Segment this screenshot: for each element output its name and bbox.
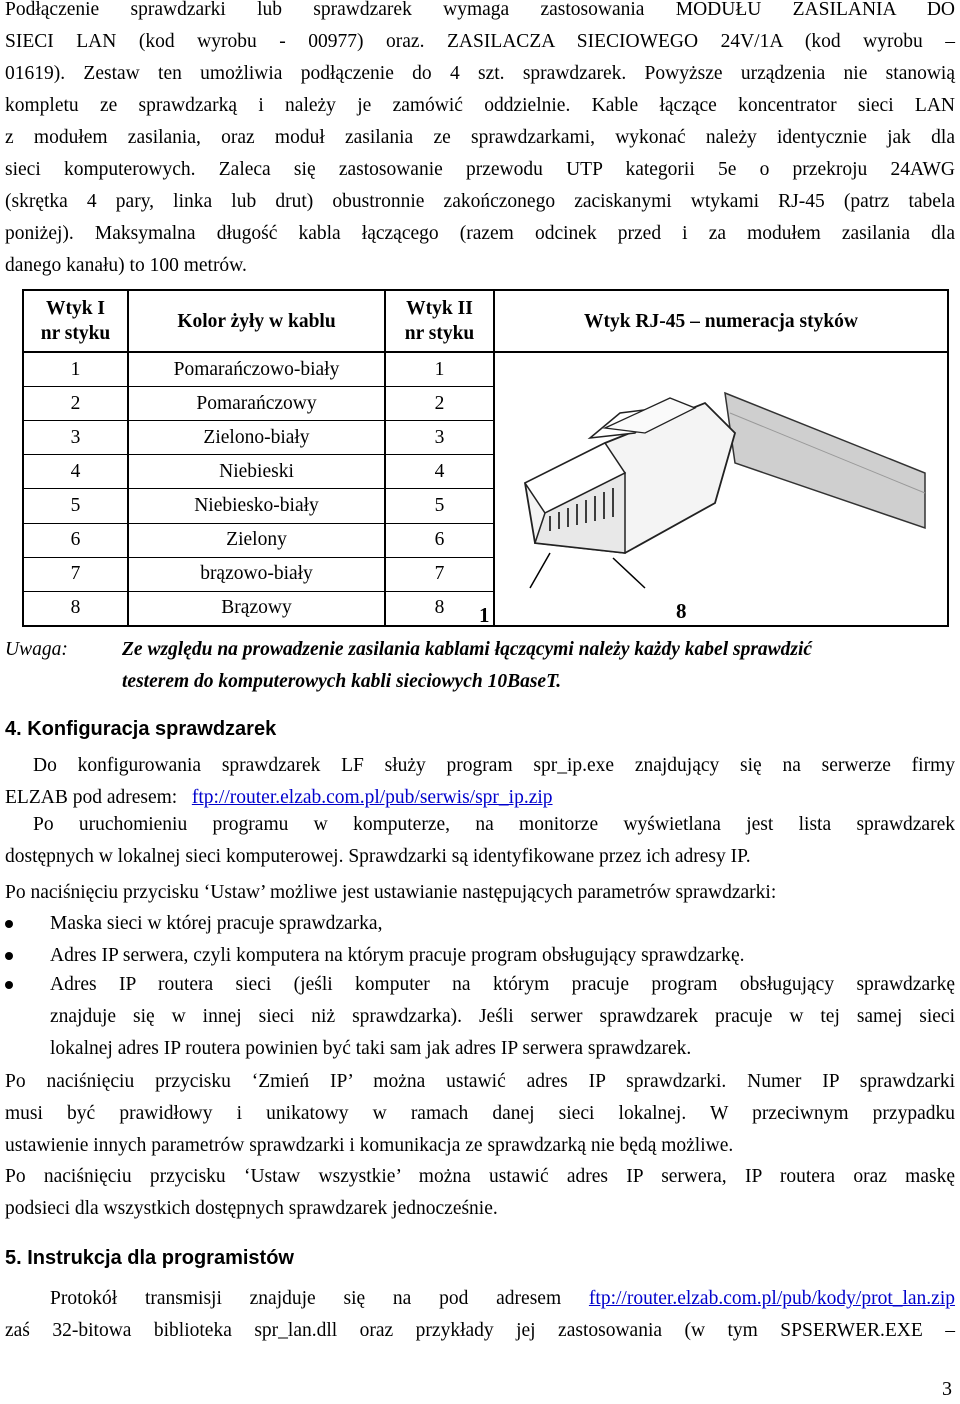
- wire-color: Brązowy: [128, 591, 385, 626]
- section-4-paragraph-1: [5, 750, 955, 814]
- wire-color: Pomarańczowo-biały: [128, 352, 385, 387]
- pin-1-label: 1: [479, 603, 490, 627]
- header-text: Wtyk II: [406, 298, 473, 319]
- note-line: testerem do komputerowych kabli sieciowych 10BaseT.: [122, 671, 562, 692]
- text-line: Po uruchomieniu programu w komputerze, na monitorze wyświetlana jest lista sprawdzarek: [33, 814, 955, 835]
- text-line: musi być prawidłowy i unikatowy w ramach danej sieci lokalnej. W przeciwnym przypadku: [5, 1103, 955, 1124]
- text-line: lokalnej adres IP routera powinien być taki sam jak adres IP serwera sprawdzarek.: [50, 1038, 692, 1059]
- text-line: znajduje się w innej sieci niż sprawdzarka). Jeśli serwer sprawdzarek pracuje w tej samej sieci: [50, 1006, 955, 1027]
- text: ELZAB pod adresem:: [5, 787, 178, 808]
- wire-color: Zielony: [128, 523, 385, 557]
- wire-color: Niebieski: [128, 455, 385, 489]
- pin-number: 1: [23, 352, 128, 387]
- list-item: [5, 908, 955, 940]
- text-line: sieci komputerowych. Zaleca się zastosowanie przewodu UTP kategorii 5e o przekroju 24AWG: [5, 159, 955, 180]
- text: Protokół transmisji znajduje się na pod adresem: [50, 1288, 562, 1309]
- text-line: z modułem zasilania, oraz moduł zasilania ze sprawdzarkami, wykonać należy identycznie jak dla: [5, 127, 955, 148]
- list-item: [5, 940, 955, 972]
- text-line: SIECI LAN (kod wyrobu - 00977) oraz. ZASILACZA SIECIOWEGO 24V/1A (kod wyrobu –: [5, 31, 955, 52]
- pin-8-label: 8: [676, 599, 687, 623]
- section-4-heading: 4. Konfiguracja sprawdzarek: [5, 718, 277, 740]
- text-line: Po naciśnięciu przycisku ‘Zmień IP’ można ustawić adres IP sprawdzarki. Numer IP sprawdzarki: [5, 1071, 955, 1092]
- text-line: Po naciśnięciu przycisku ‘Ustaw’ możliwe jest ustawianie następujących parametrów sprawdzarki:: [5, 882, 777, 903]
- text-line: 01619). Zestaw ten umożliwia podłączenie do 4 szt. sprawdzarek. Powyższe urządzenia nie stanowią: [5, 63, 955, 84]
- bullet-icon: [5, 981, 13, 989]
- section-5-paragraph: [5, 1283, 955, 1347]
- section-4-paragraph-5: [5, 1161, 955, 1225]
- pin-number: 8: [23, 591, 128, 626]
- rj45-plug-icon: [495, 353, 947, 625]
- pin-number: 4: [385, 455, 494, 489]
- section-4-paragraph-3: [5, 877, 955, 909]
- note-line: Ze względu na prowadzenie zasilania kablami łączącymi należy każdy kabel sprawdzić: [122, 639, 813, 660]
- text-line: danego kanału) to 100 metrów.: [5, 255, 247, 276]
- pin-number: 8: [385, 591, 494, 626]
- pin-number: 5: [23, 489, 128, 523]
- pin-number: 7: [385, 557, 494, 591]
- wire-color: Pomarańczowy: [128, 387, 385, 421]
- text-line: Adres IP routera sieci (jeśli komputer na którym pracuje program obsługujący sprawdzarkę: [50, 974, 955, 995]
- text-line: ustawienie innych parametrów sprawdzarki i komunikacja ze sprawdzarką nie będą możliwe.: [5, 1135, 734, 1156]
- wire-color: Zielono-biały: [128, 421, 385, 455]
- header-text: nr styku: [404, 323, 475, 344]
- header-text: Wtyk I: [45, 298, 106, 319]
- bullet-icon: [5, 952, 13, 960]
- list-item: [5, 969, 955, 1065]
- header-plug-1: [23, 290, 128, 352]
- page-number: 3: [942, 1378, 952, 1400]
- header-text: nr styku: [40, 323, 111, 344]
- wire-color: brązowo-biały: [128, 557, 385, 591]
- pin-number: 3: [23, 421, 128, 455]
- text-line: Maska sieci w której pracuje sprawdzarka,: [50, 913, 383, 934]
- note-label: Uwaga:: [5, 639, 68, 660]
- text-line: kompletu ze sprawdzarką i należy je zamówić oddzielnie. Kable łączące koncentrator sieci LAN: [5, 95, 955, 116]
- bullet-icon: [5, 920, 13, 928]
- pin-number: 2: [385, 387, 494, 421]
- header-rj45-numbering: Wtyk RJ-45 – numeracja styków: [494, 290, 948, 352]
- rj45-pinout-table: [22, 289, 949, 627]
- rj45-illustration-cell: [479, 352, 948, 627]
- text-line: dostępnych w lokalnej sieci komputerowej. Sprawdzarki są identyfikowane przez ich adresy IP.: [5, 846, 751, 867]
- section-4-paragraph-4: [5, 1066, 955, 1162]
- section-5-heading: 5. Instrukcja dla programistów: [5, 1247, 294, 1269]
- text-line: Adres IP serwera, czyli komputera na którym pracuje program obsługujący sprawdzarkę.: [50, 945, 745, 966]
- pin-number: 7: [23, 557, 128, 591]
- table-row: [23, 352, 948, 387]
- text-line: [5, 1283, 955, 1315]
- wire-color: Niebiesko-biały: [128, 489, 385, 523]
- pin-number: 1: [385, 352, 494, 387]
- header-wire-color: Kolor żyły w kablu: [128, 290, 385, 352]
- text-line: podsieci dla wszystkich dostępnych sprawdzarek jednocześnie.: [5, 1198, 498, 1219]
- protocol-download-link[interactable]: ftp://router.elzab.com.pl/pub/kody/prot_lan.zip: [588, 1288, 956, 1309]
- text-line: poniżej). Maksymalna długość kabla łączącego (razem odcinek przed i za modułem zasilania dla: [5, 223, 955, 244]
- text-line: Do konfigurowania sprawdzarek LF służy program spr_ip.exe znajdujący się na serwerze firmy: [33, 755, 955, 776]
- pin-number: 5: [385, 489, 494, 523]
- pin-number: 6: [23, 523, 128, 557]
- header-plug-2: [385, 290, 494, 352]
- pin-number: 2: [23, 387, 128, 421]
- pin-number: 4: [23, 455, 128, 489]
- text-line: zaś 32-bitowa biblioteka spr_lan.dll oraz przykłady jej zastosowania (w tym SPSERWER.EXE –: [5, 1320, 955, 1341]
- text-line: Podłączenie sprawdzarki lub sprawdzarek wymaga zastosowania MODUŁU ZASILANIA DO: [5, 0, 955, 20]
- text-line: (skrętka 4 pary, linka lub drut) obustronnie zakończonego zaciskanymi wtykami RJ-45 (patrz tabela: [5, 191, 955, 212]
- pin-number: 6: [385, 523, 494, 557]
- intro-paragraph: [5, 0, 955, 282]
- spr-ip-download-link[interactable]: ftp://router.elzab.com.pl/pub/serwis/spr_ip.zip: [191, 787, 553, 808]
- text-line: Po naciśnięciu przycisku ‘Ustaw wszystkie’ można ustawić adres IP serwera, IP routera oraz maskę: [5, 1166, 955, 1187]
- pin-number: 3: [385, 421, 494, 455]
- section-4-paragraph-2: [5, 809, 955, 873]
